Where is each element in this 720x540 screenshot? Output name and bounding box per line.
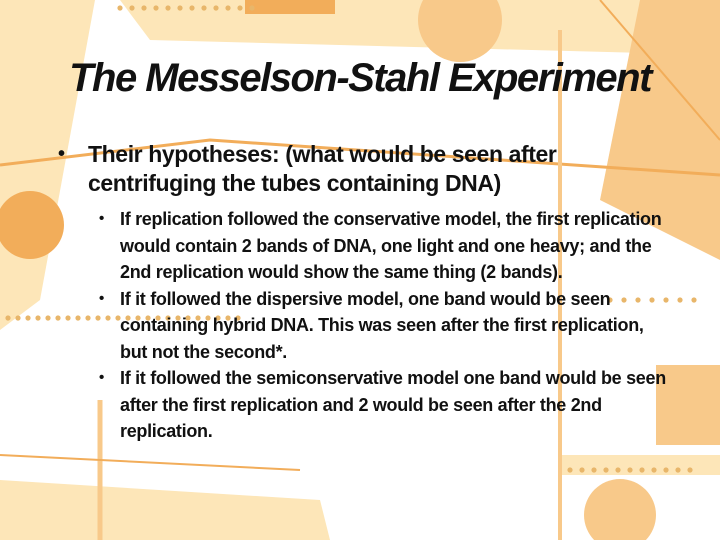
sub-bullet-semiconservative (86, 365, 674, 445)
bg-dot (603, 467, 608, 472)
bg-dot (35, 315, 40, 320)
bg-dot (691, 297, 696, 302)
bg-dot (225, 5, 230, 10)
bullet-marker: • (58, 143, 65, 165)
bg-dot (249, 5, 254, 10)
bg-dot (237, 5, 242, 10)
bullet-list (54, 140, 674, 445)
bg-dot (677, 297, 682, 302)
bg-band-top (245, 0, 335, 14)
sub-bullet-marker: • (99, 369, 104, 386)
sub-bullet-marker: • (99, 210, 104, 227)
bg-dot (687, 467, 692, 472)
bg-dot (663, 467, 668, 472)
sub-bullet-marker: • (99, 289, 104, 307)
bg-dot (675, 467, 680, 472)
bg-dot (627, 467, 632, 472)
bg-band-low (560, 455, 720, 475)
bullet-text: Their hypotheses: (what would be seen after centrifuging the tubes containing DNA) (88, 141, 557, 196)
bg-dot (201, 5, 206, 10)
bg-circle-bottom (584, 479, 656, 540)
bg-dot (141, 5, 146, 10)
bg-dot (153, 5, 158, 10)
bg-dot (45, 315, 50, 320)
slide-title: The Messelson-Stahl Experiment (69, 56, 651, 100)
bg-circle-top (418, 0, 502, 62)
bg-shape-bottom (0, 480, 330, 540)
sub-bullet-dispersive (86, 286, 674, 366)
bg-dot (651, 467, 656, 472)
bg-dot (591, 467, 596, 472)
bg-dot (5, 315, 10, 320)
sub-bullet-text: If it followed the semiconservative model one band would be seen after the first replication and 2 would be seen after the 2nd replication. (120, 368, 666, 441)
bg-dot (213, 5, 218, 10)
bg-line-5 (0, 455, 300, 470)
bg-dot (615, 467, 620, 472)
bg-dot (567, 467, 572, 472)
bg-dot (129, 5, 134, 10)
bg-dot (165, 5, 170, 10)
bullet-hypotheses (54, 140, 674, 198)
sub-bullet-text: If it followed the dispersive model, one band would be seen containing hybrid DNA. This was seen after the first replication, but not the second*. (120, 288, 644, 362)
bg-dot (189, 5, 194, 10)
bg-dot (639, 467, 644, 472)
sub-bullet-list (86, 206, 674, 445)
bg-dot (579, 467, 584, 472)
bg-dot (25, 315, 30, 320)
bg-dot (177, 5, 182, 10)
bg-dot (117, 5, 122, 10)
sub-bullet-text: If replication followed the conservative model, the first replication would contain 2 bands of DNA, one light and one heavy; and the 2nd replication would show the same thing (2 bands). (120, 209, 662, 282)
bg-dot (15, 315, 20, 320)
sub-bullet-conservative (86, 206, 674, 286)
